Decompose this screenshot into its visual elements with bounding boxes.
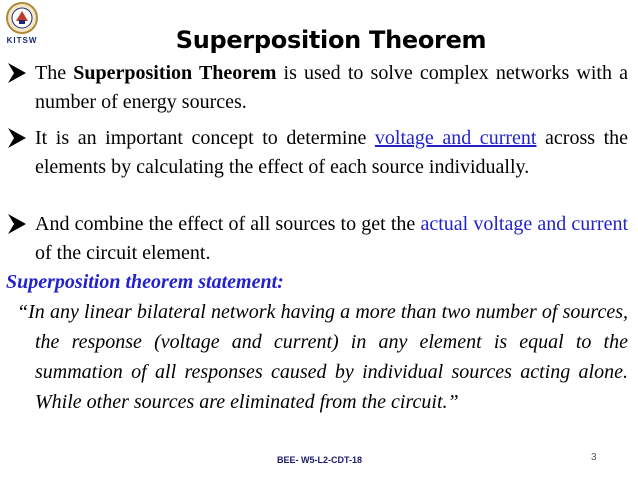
arrow-bullet-icon (6, 126, 28, 150)
page-number: 3 (591, 452, 597, 463)
statement-quote: “In any linear bilateral network having a more than two number of sources, the response (voltage and current) in any element is equal to the summation of all responses caused by individual sources acting alone. While other sources are eliminated from the circuit.” (17, 301, 628, 413)
bold-term: Superposition Theorem (73, 62, 277, 84)
page-title: Superposition Theorem (175, 26, 487, 54)
arrow-bullet-icon (6, 61, 28, 85)
logo-text: KITSW (6, 36, 38, 45)
voltage-current-link[interactable]: voltage and current (374, 127, 537, 149)
bullet-item: And combine the effect of all sources to get the actual voltage and current of the circuit element. (6, 210, 628, 268)
bullet-item: It is an important concept to determine voltage and current across the elements by calculating the effect of each source individually. (6, 124, 628, 182)
slide-footer: BEE- W5-L2-CDT-18 (277, 455, 363, 465)
highlight-text: actual voltage and current (420, 213, 629, 235)
bullet-item: The Superposition Theorem is used to solve complex networks with a number of energy sources. (6, 59, 628, 117)
statement-heading: Superposition theorem statement: (6, 271, 284, 293)
arrow-bullet-icon (6, 212, 28, 236)
